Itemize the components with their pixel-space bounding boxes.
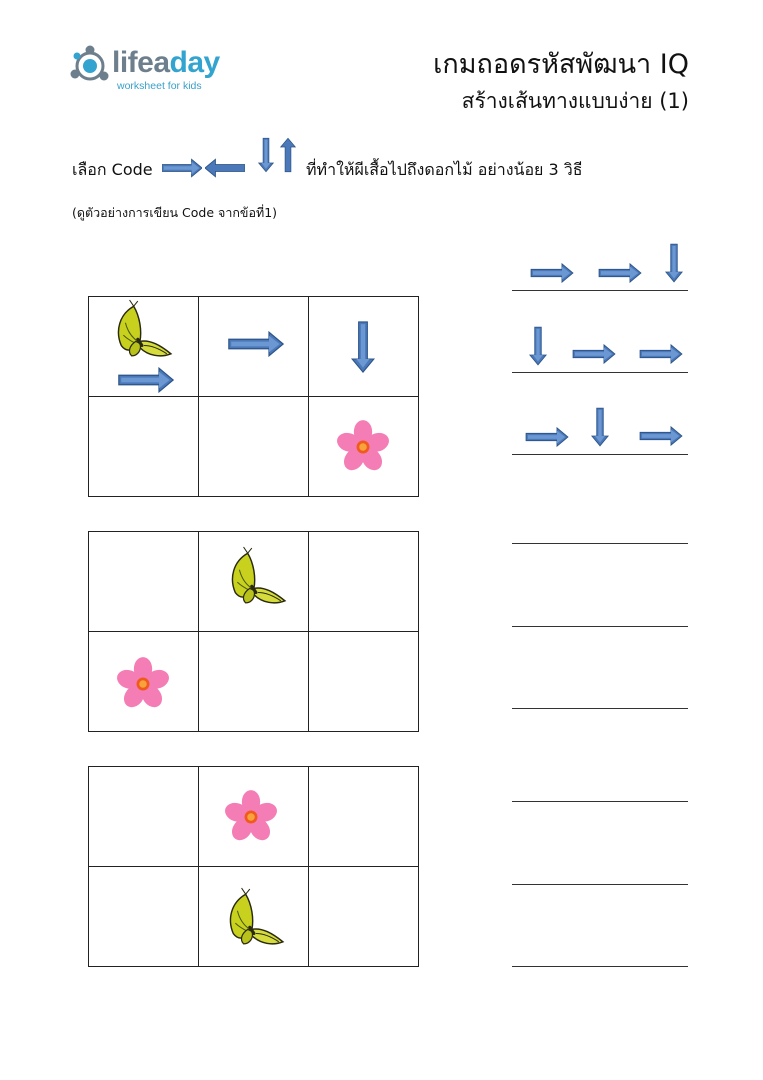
answer-line [512,454,688,455]
page-title: เกมถอดรหัสพัฒนา IQ [433,49,689,80]
down-arrow-icon [258,134,274,176]
down-arrow-icon [351,315,375,379]
left-arrow-icon [205,157,245,179]
logo-wordmark [112,46,220,80]
answer-line[interactable] [512,966,688,967]
butterfly-icon [113,299,173,361]
up-arrow-icon [280,134,296,176]
instruction-text: ที่ทำให้ผีเสื้อไปถึงดอกไม้ อย่างน้อย 3 วิธี [306,160,583,179]
page-subtitle: สร้างเส้นทางแบบง่าย (1) [461,89,689,113]
right-arrow-icon [570,344,618,364]
grid-cell [199,532,309,632]
right-arrow-icon [225,331,287,357]
puzzle-grid-3 [88,766,419,967]
answer-line[interactable] [512,543,688,544]
grid-cell [199,297,309,397]
down-arrow-icon [591,404,609,450]
grid-cell [309,532,419,632]
answer-line[interactable] [512,708,688,709]
grid-cell [89,767,199,867]
grid-cell [89,397,199,497]
logo-word-main: lifea [112,46,170,79]
right-arrow-icon [115,367,177,393]
grid-cell [199,867,309,967]
grid-cell [199,397,309,497]
answer-line[interactable] [512,801,688,802]
right-arrow-icon [637,344,685,364]
grid-cell [309,297,419,397]
puzzle-grid-2 [88,531,419,732]
butterfly-icon [225,887,285,949]
down-arrow-icon [529,323,547,369]
grid-cell [309,867,419,967]
grid-cell [309,397,419,497]
grid-cell [309,767,419,867]
right-arrow-icon [637,426,685,446]
right-arrow-icon [596,263,644,283]
flower-icon [115,656,171,712]
answer-line [512,290,688,291]
down-arrow-icon [665,240,683,286]
grid-cell [199,632,309,732]
logo-word-accent: day [169,46,220,79]
right-arrow-icon [528,263,576,283]
flower-icon [223,789,279,845]
right-arrow-icon [162,157,202,179]
grid-cell [89,867,199,967]
answer-line[interactable] [512,626,688,627]
right-arrow-icon [523,427,571,447]
grid-cell [89,632,199,732]
grid-cell [199,767,309,867]
flower-icon [335,419,391,475]
grid-cell [309,632,419,732]
butterfly-icon [227,546,287,608]
instruction-lead: เลือก Code [72,160,153,179]
grid-cell [89,532,199,632]
answer-line [512,372,688,373]
example-note: (ดูตัวอย่างการเขียน Code จากข้อที่1) [72,205,278,220]
logo-tagline: worksheet for kids [117,80,202,92]
puzzle-grid-1 [88,296,419,497]
grid-cell [89,297,199,397]
answer-line[interactable] [512,884,688,885]
